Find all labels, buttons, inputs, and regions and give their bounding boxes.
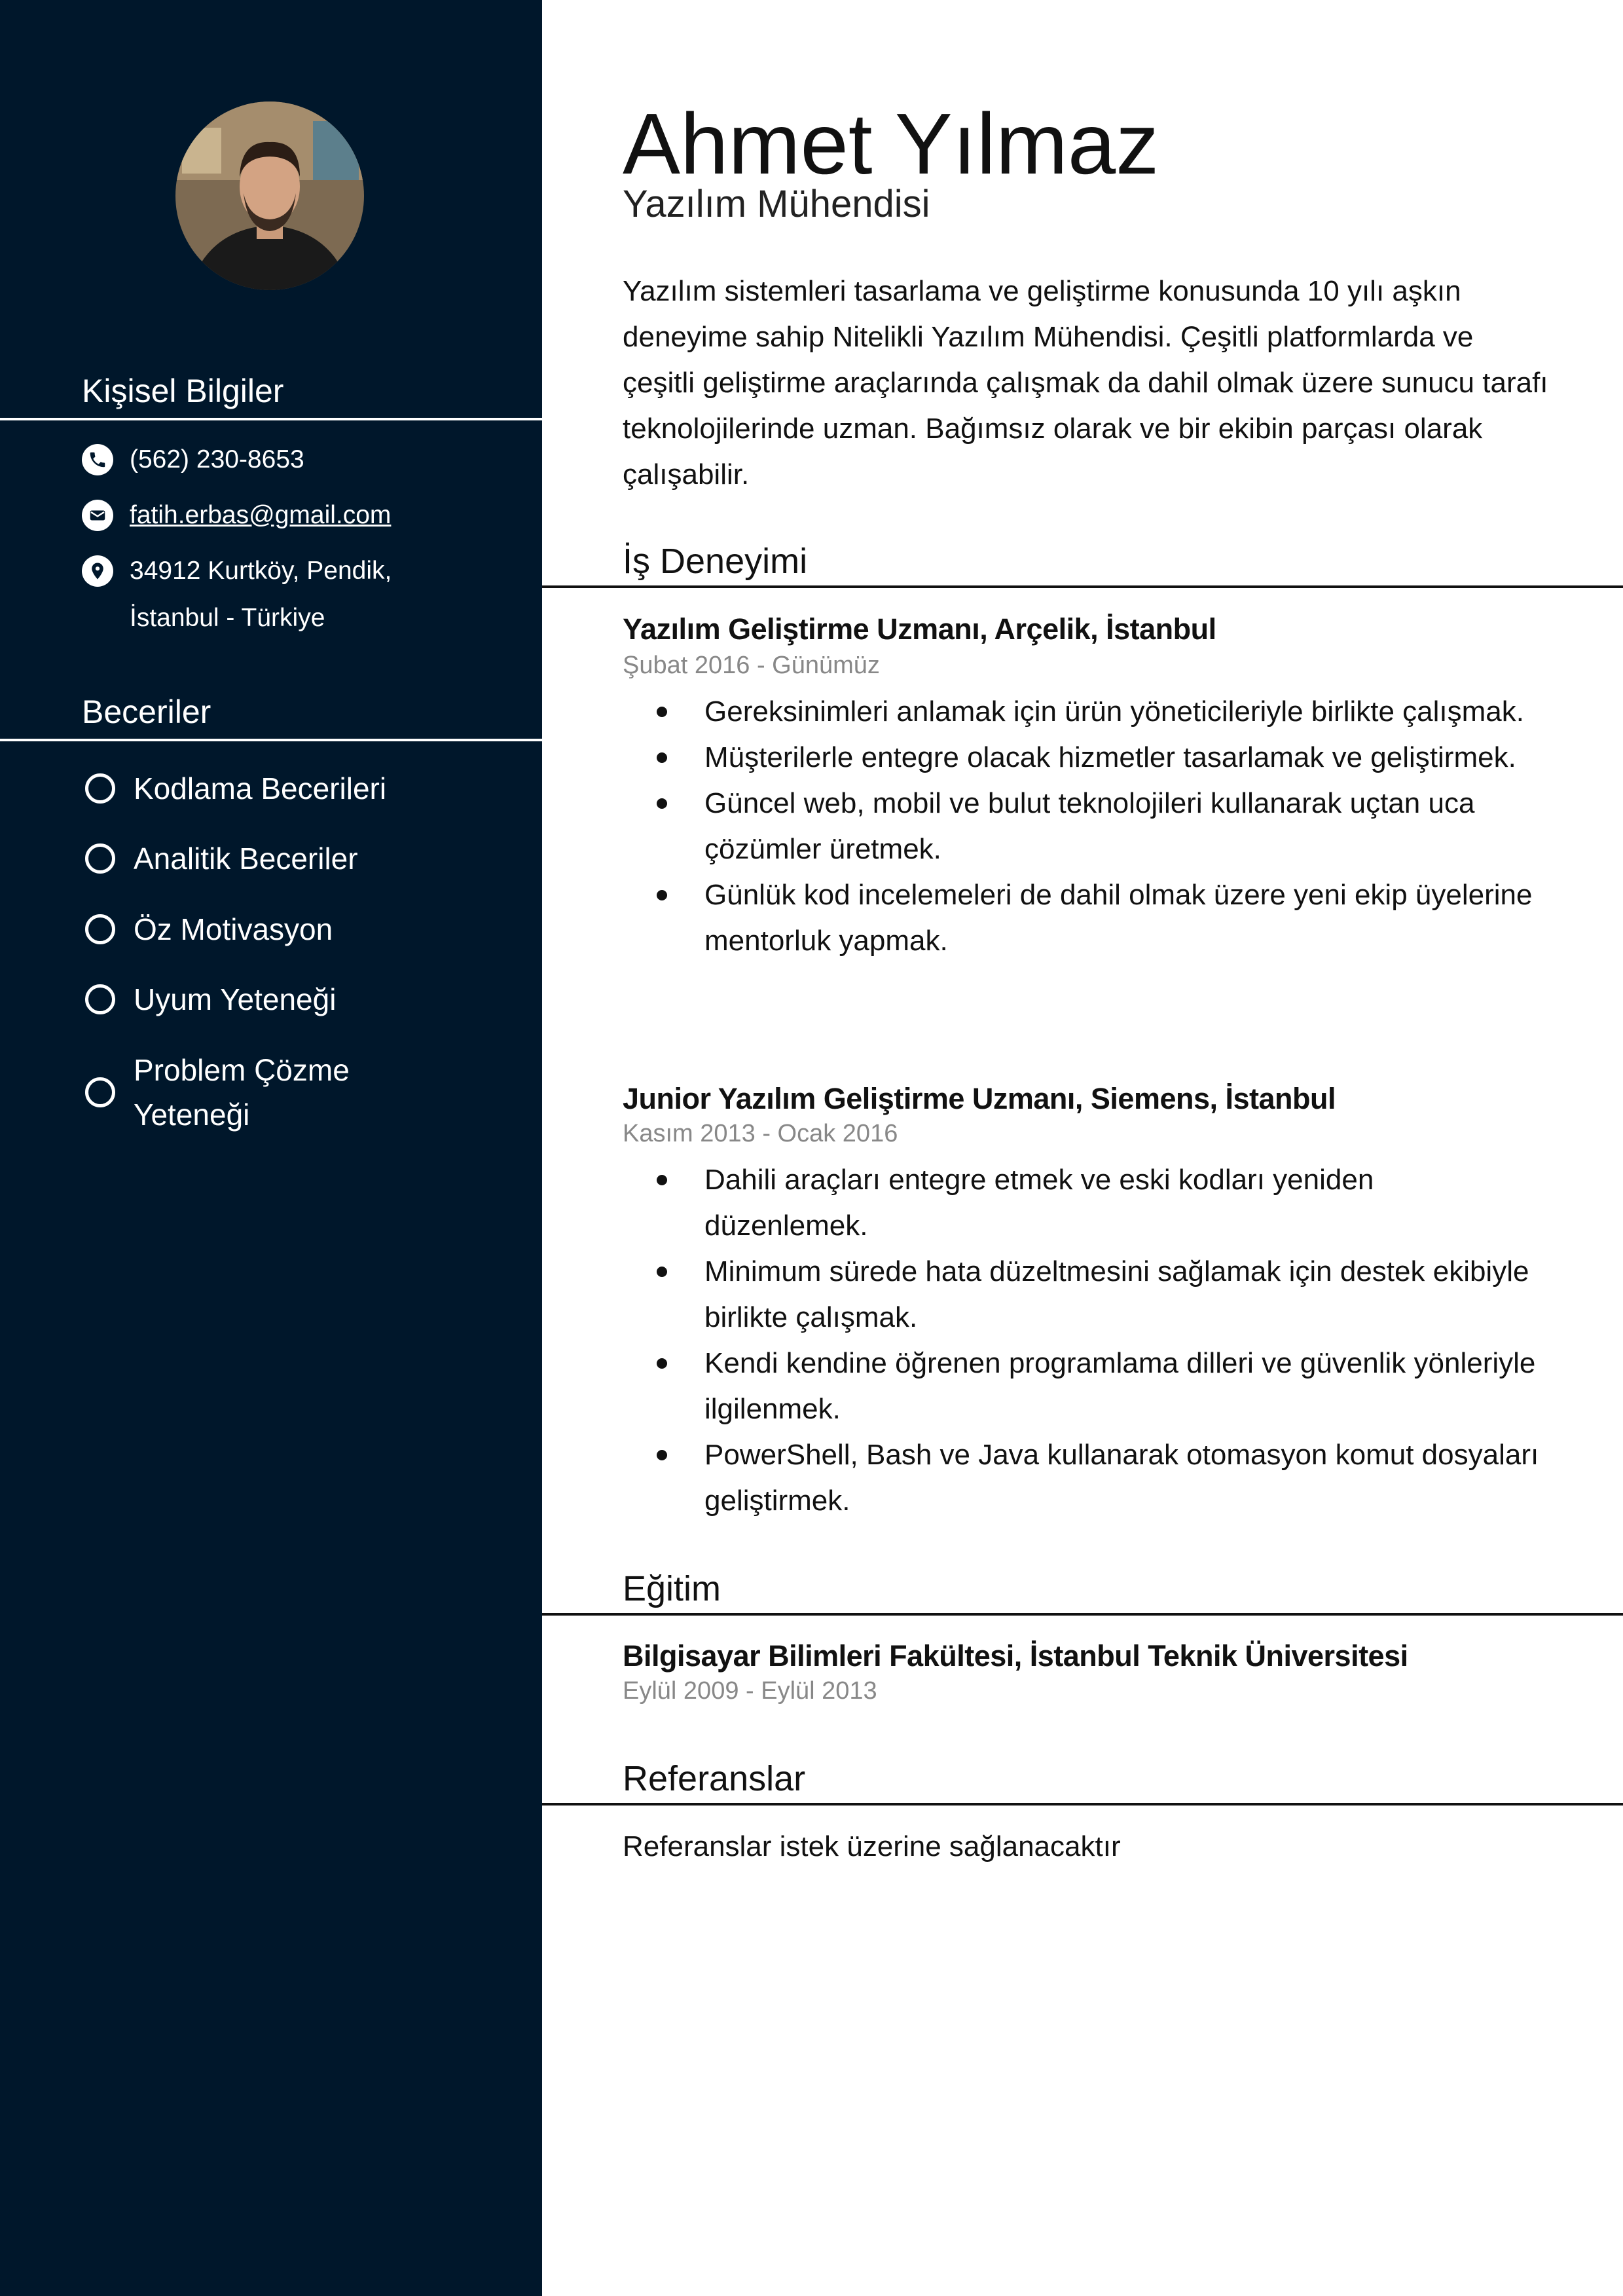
circle-icon bbox=[85, 773, 115, 804]
address-text bbox=[130, 547, 392, 642]
phone-text: (562) 230-8653 bbox=[130, 445, 304, 473]
list-item: PowerShell, Bash ve Java kullanarak otomasyon komut dosyaları geliştirmek. bbox=[623, 1432, 1539, 1524]
skill-item bbox=[85, 977, 336, 1022]
circle-icon bbox=[85, 843, 115, 874]
candidate-title: Yazılım Mühendisi bbox=[623, 183, 930, 225]
circle-icon bbox=[85, 984, 115, 1014]
list-item: Gereksinimleri anlamak için ürün yöneticileriyle birlikte çalışmak. bbox=[623, 689, 1539, 735]
profile-photo bbox=[175, 102, 364, 290]
job-bullets bbox=[623, 689, 1539, 964]
job-date: Kasım 2013 - Ocak 2016 bbox=[623, 1120, 898, 1147]
skill-label: Kodlama Becerileri bbox=[134, 771, 387, 805]
skills-divider bbox=[0, 739, 542, 741]
skill-item bbox=[85, 766, 386, 811]
address-line-2: İstanbul - Türkiye bbox=[130, 604, 325, 632]
personal-info-divider bbox=[0, 418, 542, 420]
skill-label: Analitik Beceriler bbox=[134, 842, 358, 876]
summary-paragraph: Yazılım sistemleri tasarlama ve geliştirme konusunda 10 yılı aşkın deneyime sahip Nitelikli Yazılım Mühendisi. Çeşitli platformlarda ve çeşitli geliştirme araçlarında çalışmak da dahil olmak üzere sunucu tarafı teknolojilerinde uzman. Bağımsız olarak ve bir ekibin parçası olarak çalışabilir. bbox=[623, 275, 1548, 491]
references-title: Referanslar bbox=[623, 1759, 806, 1798]
references-text: Referanslar istek üzerine sağlanacaktır bbox=[623, 1830, 1121, 1862]
experience-title: İş Deneyimi bbox=[623, 542, 808, 581]
circle-icon bbox=[85, 1077, 115, 1107]
list-item: Minimum sürede hata düzeltmesini sağlamak için destek ekibiyle birlikte çalışmak. bbox=[623, 1249, 1539, 1341]
references-divider bbox=[542, 1803, 1623, 1805]
candidate-name: Ahmet Yılmaz bbox=[623, 96, 1159, 192]
location-pin-icon bbox=[82, 555, 113, 587]
skill-item bbox=[85, 1048, 350, 1137]
circle-icon bbox=[85, 914, 115, 944]
experience-divider bbox=[542, 585, 1623, 588]
degree-title: Bilgisayar Bilimleri Fakültesi, İstanbul Teknik Üniversitesi bbox=[623, 1639, 1408, 1673]
skill-item bbox=[85, 836, 358, 881]
education-date: Eylül 2009 - Eylül 2013 bbox=[623, 1677, 877, 1705]
sidebar bbox=[0, 0, 542, 2296]
phone-icon bbox=[82, 444, 113, 475]
main-content bbox=[542, 0, 1623, 2296]
list-item: Kendi kendine öğrenen programlama dilleri ve güvenlik yönleriyle ilgilenmek. bbox=[623, 1341, 1539, 1432]
skill-item bbox=[85, 907, 333, 952]
phone-row bbox=[82, 444, 304, 483]
address-line-1: 34912 Kurtköy, Pendik, bbox=[130, 557, 392, 585]
list-item: Günlük kod incelemeleri de dahil olmak üzere yeni ekip üyelerine mentorluk yapmak. bbox=[623, 872, 1539, 964]
skill-label: Uyum Yeteneği bbox=[134, 982, 337, 1016]
list-item: Güncel web, mobil ve bulut teknolojileri kullanarak uçtan uca çözümler üretmek. bbox=[623, 781, 1539, 872]
list-item: Müşterilerle entegre olacak hizmetler tasarlamak ve geliştirmek. bbox=[623, 735, 1539, 781]
job-title: Yazılım Geliştirme Uzmanı, Arçelik, İstanbul bbox=[623, 612, 1216, 646]
education-divider bbox=[542, 1613, 1623, 1616]
job-title: Junior Yazılım Geliştirme Uzmanı, Siemens, İstanbul bbox=[623, 1082, 1336, 1115]
job-date: Şubat 2016 - Günümüz bbox=[623, 652, 880, 679]
skill-label: Problem Çözme Yeteneği bbox=[134, 1053, 350, 1132]
avatar bbox=[175, 102, 364, 290]
email-link[interactable]: fatih.erbas@gmail.com bbox=[130, 501, 392, 529]
address-row bbox=[82, 555, 392, 642]
email-row bbox=[82, 500, 391, 539]
skills-title: Beceriler bbox=[82, 694, 211, 730]
skill-label: Öz Motivasyon bbox=[134, 912, 333, 946]
personal-info-title: Kişisel Bilgiler bbox=[82, 373, 284, 409]
job-bullets bbox=[623, 1157, 1539, 1524]
list-item: Dahili araçları entegre etmek ve eski kodları yeniden düzenlemek. bbox=[623, 1157, 1539, 1249]
email-icon bbox=[82, 500, 113, 531]
education-title: Eğitim bbox=[623, 1569, 721, 1608]
